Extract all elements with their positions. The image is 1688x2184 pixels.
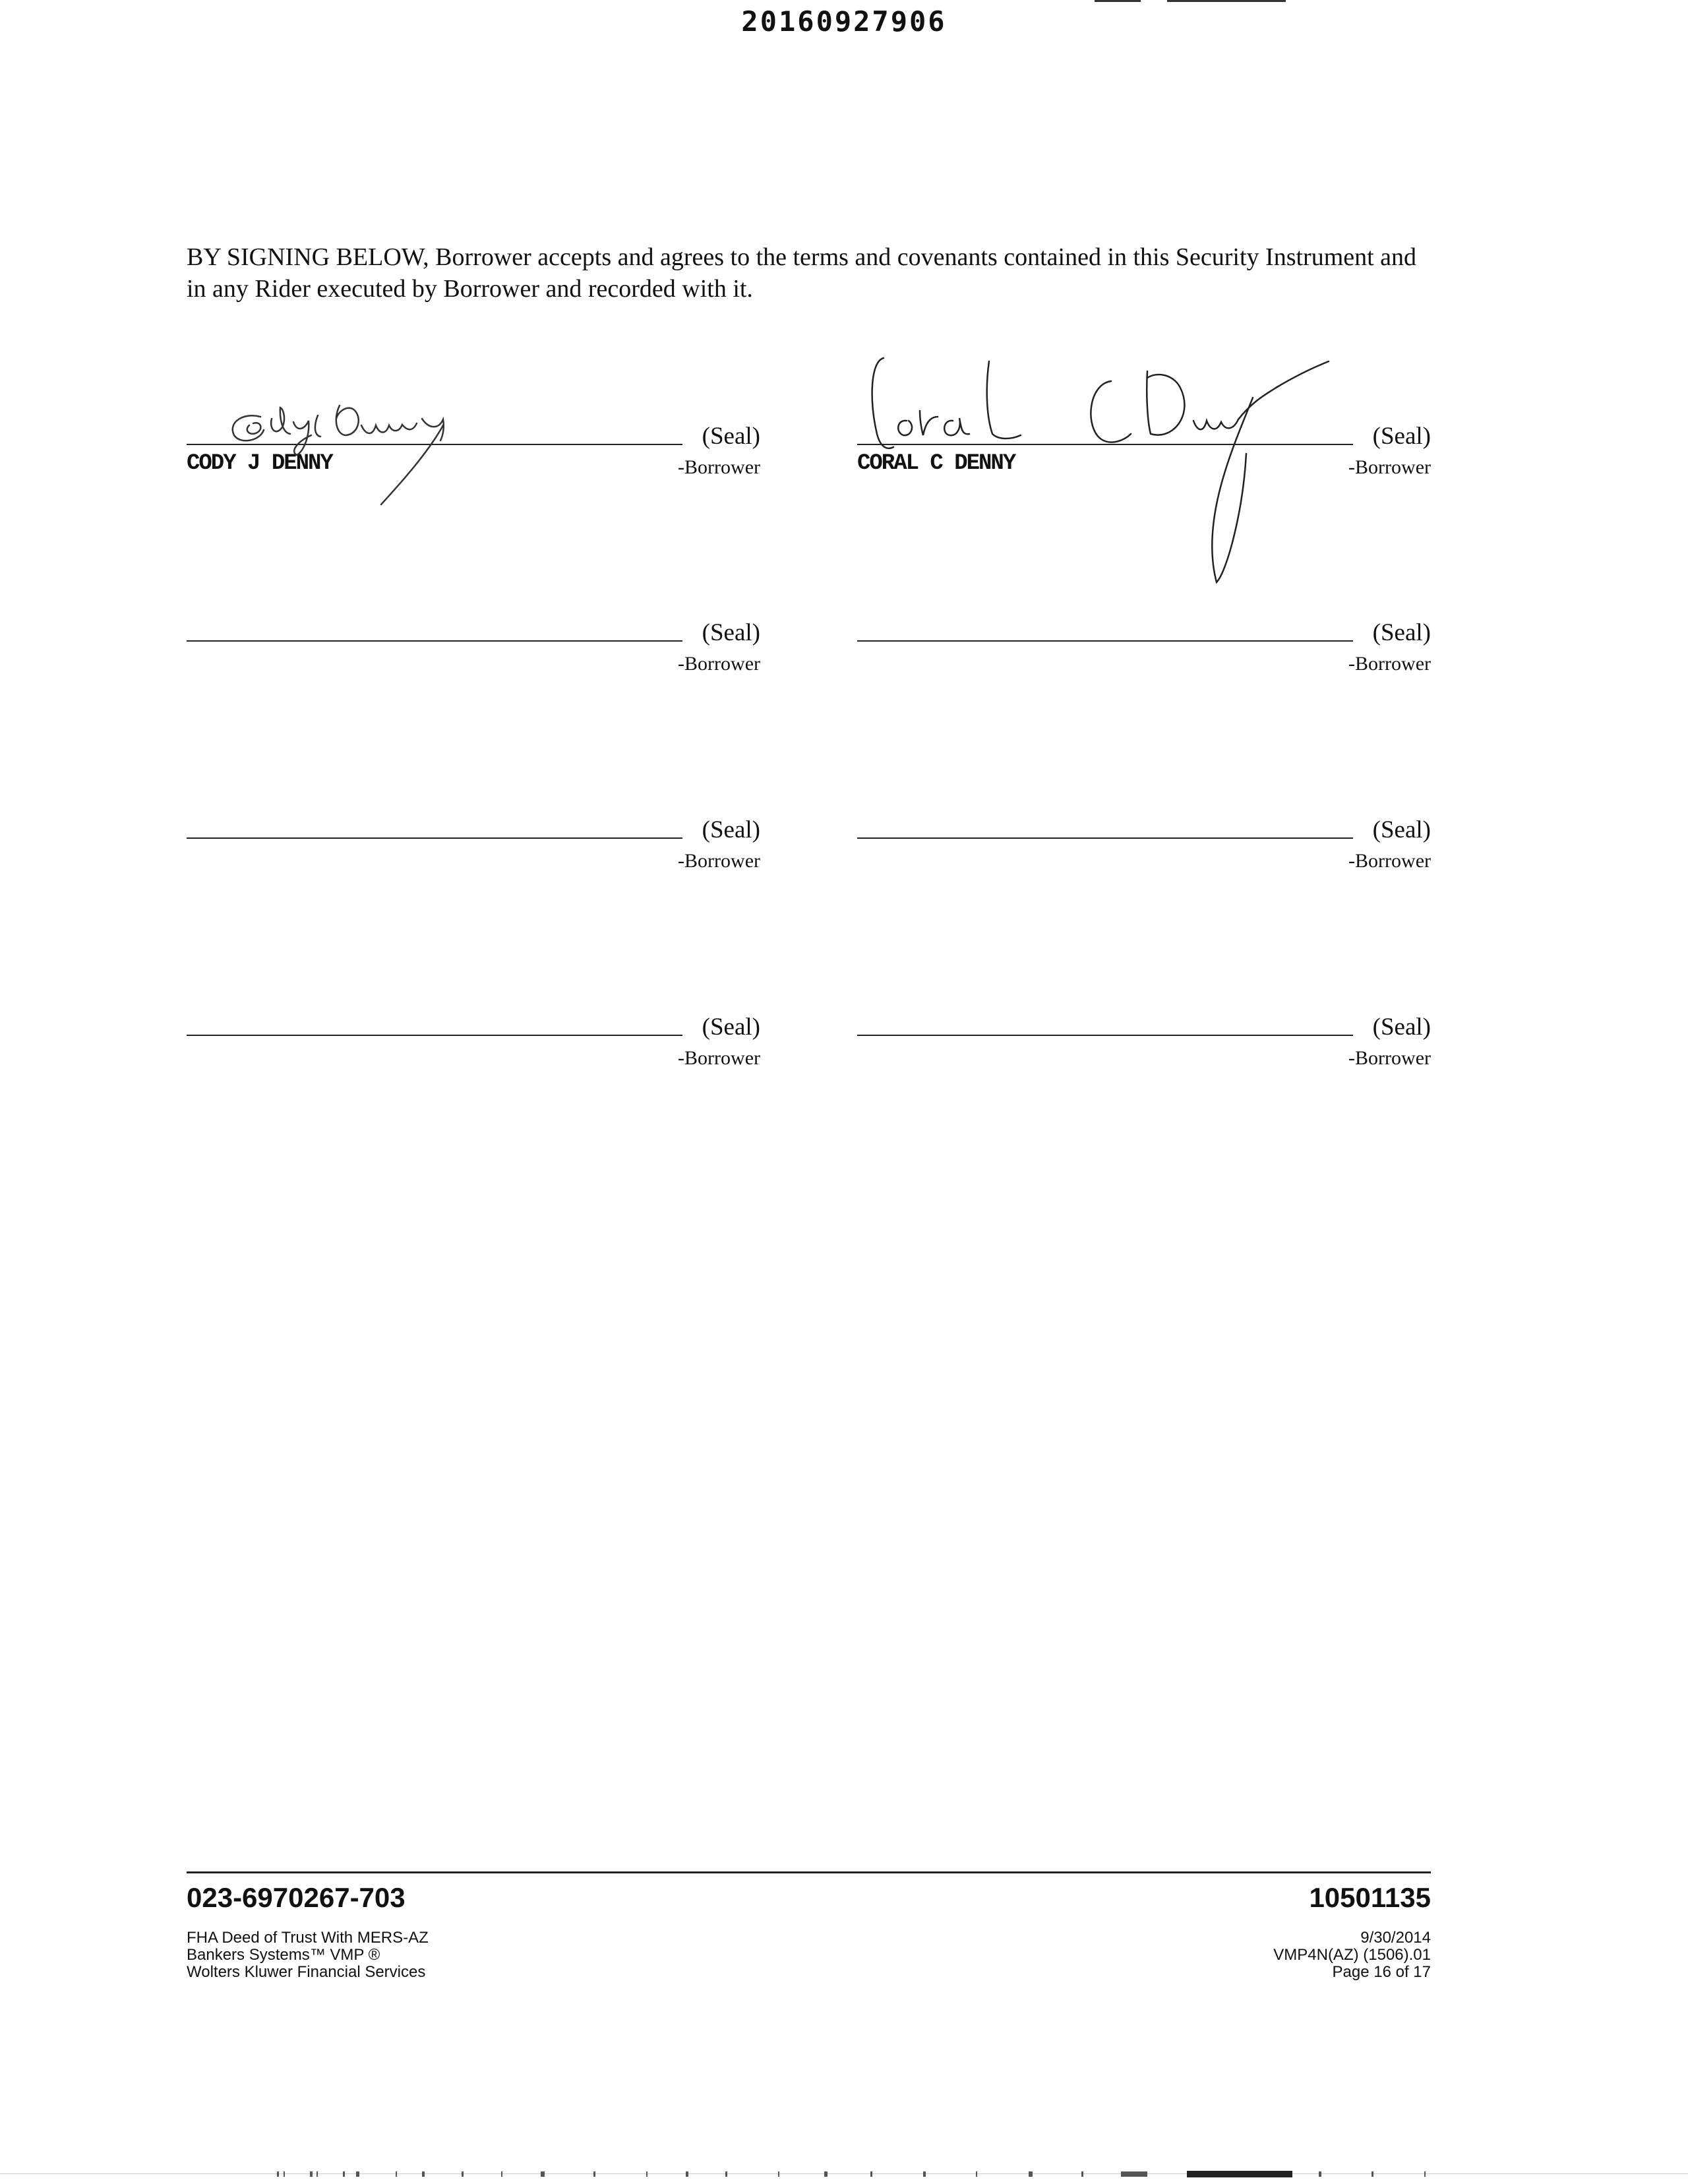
signature-line[interactable] <box>187 837 682 839</box>
borrower-name: CODY J DENNY <box>187 451 332 476</box>
seal-label: (Seal) <box>702 619 760 646</box>
borrower-label: -Borrower <box>1348 456 1431 478</box>
seal-label: (Seal) <box>702 1014 760 1041</box>
borrower-label: -Borrower <box>1348 1047 1431 1069</box>
seal-label: (Seal) <box>702 816 760 843</box>
seal-label: (Seal) <box>1372 619 1431 646</box>
form-date: 9/30/2014 <box>1360 1929 1431 1947</box>
borrower-name: CORAL C DENNY <box>857 451 1015 476</box>
signature-line[interactable] <box>857 837 1353 839</box>
seal-label: (Seal) <box>1372 423 1431 450</box>
signature-block-borrower-6 <box>857 808 1431 880</box>
signature-line[interactable] <box>857 1035 1353 1036</box>
borrower-label: -Borrower <box>1348 653 1431 675</box>
seal-label: (Seal) <box>702 423 760 450</box>
form-company: Wolters Kluwer Financial Services <box>187 1963 426 1981</box>
signature-block-borrower-8 <box>857 1005 1431 1077</box>
form-metadata <box>1273 1929 1431 1981</box>
signature-line[interactable] <box>187 1035 682 1036</box>
signature-block-borrower-5 <box>187 808 760 880</box>
form-identification <box>187 1929 429 1981</box>
form-code: VMP4N(AZ) (1506).01 <box>1273 1946 1431 1964</box>
signature-block-borrower-3 <box>187 611 760 683</box>
scan-barcode-strip <box>0 2169 1688 2179</box>
footer-divider <box>187 1871 1431 1873</box>
borrower-label: -Borrower <box>1348 850 1431 872</box>
seal-label: (Seal) <box>1372 816 1431 843</box>
signature-block-borrower-7 <box>187 1005 760 1077</box>
scan-marks <box>1095 0 1424 5</box>
borrower-label: -Borrower <box>678 850 760 872</box>
signature-line[interactable] <box>187 640 682 642</box>
acceptance-paragraph: BY SIGNING BELOW, Borrower accepts and agrees to the terms and covenants contained in this Security Instrument and in any Rider executed by Borrower and recorded with it. <box>187 243 1417 303</box>
loan-number: 023-6970267-703 <box>187 1882 406 1913</box>
page-indicator: Page 16 of 17 <box>1332 1963 1431 1981</box>
form-publisher: Bankers Systems™ VMP ® <box>187 1946 380 1964</box>
handwritten-signature-cody <box>198 389 607 508</box>
seal-label: (Seal) <box>1372 1014 1431 1041</box>
borrower-label: -Borrower <box>678 1047 760 1069</box>
form-title: FHA Deed of Trust With MERS-AZ <box>187 1929 429 1947</box>
signature-line[interactable] <box>857 640 1353 642</box>
handwritten-signature-coral <box>857 348 1385 599</box>
order-number: 10501135 <box>1309 1882 1431 1913</box>
borrower-label: -Borrower <box>678 653 760 675</box>
signature-block-borrower-4 <box>857 611 1431 683</box>
borrower-label: -Borrower <box>678 456 760 478</box>
recording-number: 20160927906 <box>741 5 947 38</box>
